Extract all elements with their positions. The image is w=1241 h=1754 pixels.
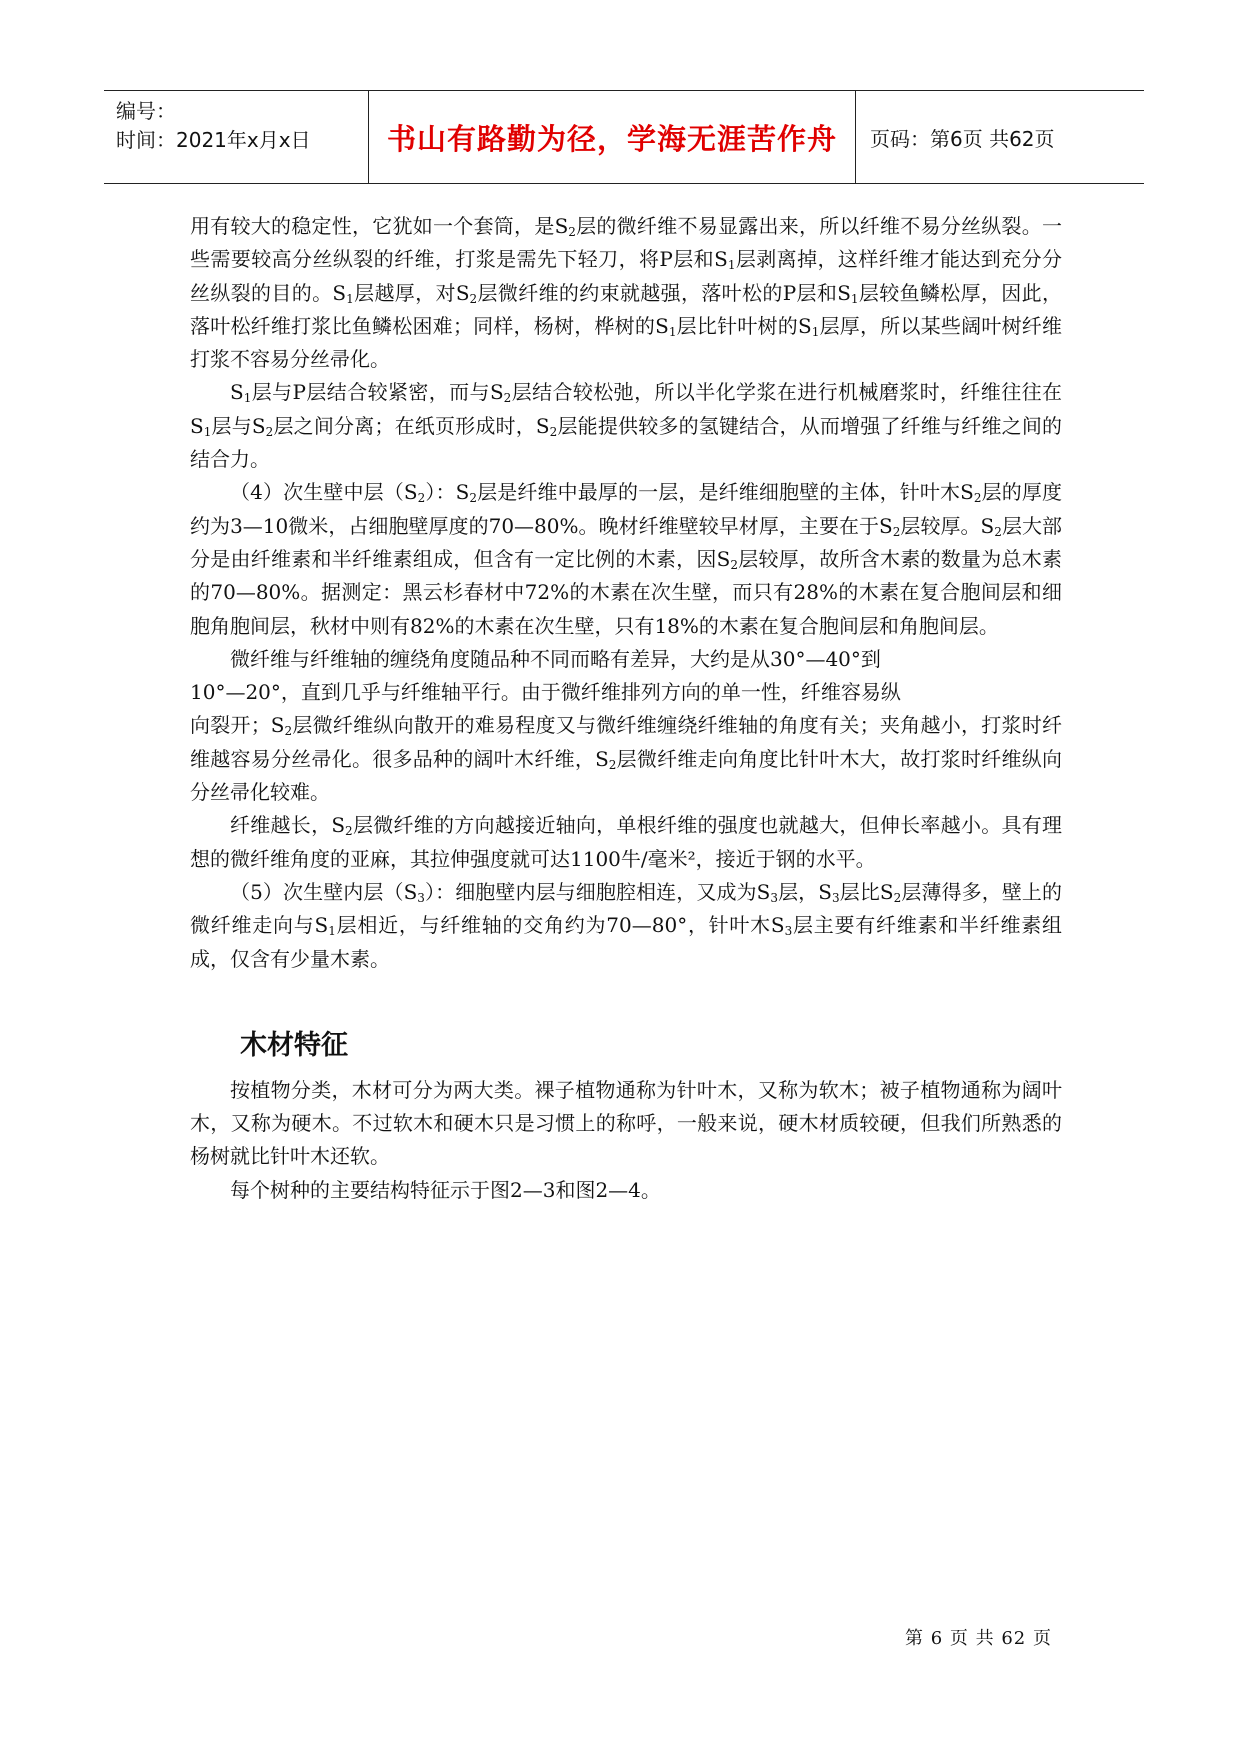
- page-header: [104, 90, 1144, 184]
- paragraph-4-rest: 向裂开；$S_2$层微纤维纵向散开的难易程度又与微纤维缠绕纤维轴的角度有关；夹角越小，打浆时纤维越容易分丝帚化。很多品种的阔叶木纤维，$S_2$层微纤维走向角度比针叶木大，故打浆时纤维纵向分丝帚化较难。: [190, 713, 1063, 805]
- paragraph-6: （5）次生壁内层$(S_3)$：细胞壁内层与细胞腔相连，又成为$S_3$层，$S_3$层比$S_2$层薄得多，壁上的微纤维走向与$S_1$层相近，与纤维轴的交角约为70—80°，针叶木$S_3$层主要有纤维素和半纤维素组成，仅含有少量木素。: [190, 879, 1063, 971]
- section-heading: 木材特征: [240, 1029, 348, 1061]
- paragraph-4-line-2: 10°—20°，直到几乎与纤维轴平行。由于微纤维排列方向的单一性，纤维容易纵: [190, 680, 901, 705]
- paragraph-5: 纤维越长，$S_2$层微纤维的方向越接近轴向，单根纤维的强度也就越大，但伸长率越小。具有理想的微纤维角度的亚麻，其拉伸强度就可达1100牛/毫米²，接近于钢的水平。: [190, 813, 1063, 871]
- document-time-label: 时间：2021年x月x日: [116, 128, 311, 152]
- header-info-cell: [104, 91, 369, 183]
- page-footer: 第 6 页 共 62 页: [905, 1628, 1052, 1649]
- paragraph-8: 每个树种的主要结构特征示于图2—3和图2—4。: [230, 1177, 661, 1202]
- paragraph-3: （4）次生壁中层$(S_2)$：$S_2$层是纤维中最厚的一层，是纤维细胞壁的主体，针叶木$S_2$层的厚度约为3—10微米，占细胞壁厚度的70—80%。晚材纤维壁较早材厚，主要在于$S_2$层较厚。$S_2$层大部分是由纤维素和半纤维素组成，但含有一定比例的木素，因$S_2$层较厚，故所含木素的数量为总木素的70—80%。据测定：黑云杉春材中72%的木素在次生壁，而只有28%的木素在复合胞间层和细胞角胞间层，秋材中则有82%的木素在次生壁，只有18%的木素在复合胞间层和角胞间层。: [190, 480, 1063, 638]
- document-body: [190, 210, 1062, 1207]
- header-page-label: 页码：第6页 共62页: [870, 126, 1055, 151]
- document-number-label: 编号：: [116, 99, 176, 123]
- paragraph-1: 用有较大的稳定性，它犹如一个套筒，是$S_2$层的微纤维不易显露出来，所以纤维不易分丝纵裂。一些需要较高分丝纵裂的纤维，打浆是需先下轻刀，将P层和$S_1$层剥离掉，这样纤维才能达到充分分丝纵裂的目的。$S_1$层越厚，对$S_2$层微纤维的约束就越强，落叶松的P层和$S_1$层较鱼鳞松厚，因此，落叶松纤维打浆比鱼鳞松困难；同样，杨树，桦树的$S_1$层比针叶树的$S_1$层厚，所以某些阔叶树纤维打浆不容易分丝帚化。: [190, 214, 1063, 372]
- paragraph-2: $S_1$层与P层结合较紧密，而与$S_2$层结合较松弛，所以半化学浆在进行机械磨浆时，纤维往往在$S_1$层与$S_2$层之间分离；在纸页形成时，$S_2$层能提供较多的氢键结合，从而增强了纤维与纤维之间的结合力。: [190, 380, 1063, 472]
- header-motto: 书山有路勤为径，学海无涯苦作舟: [369, 91, 856, 183]
- paragraph-4-line-1: 微纤维与纤维轴的缠绕角度随品种不同而略有差异，大约是从30°—40°到: [230, 646, 881, 671]
- paragraph-7: 按植物分类，木材可分为两大类。裸子植物通称为针叶木，又称为软木；被子植物通称为阔叶木，又称为硬木。不过软木和硬木只是习惯上的称呼，一般来说，硬木材质较硬，但我们所熟悉的杨树就比针叶木还软。: [190, 1077, 1062, 1169]
